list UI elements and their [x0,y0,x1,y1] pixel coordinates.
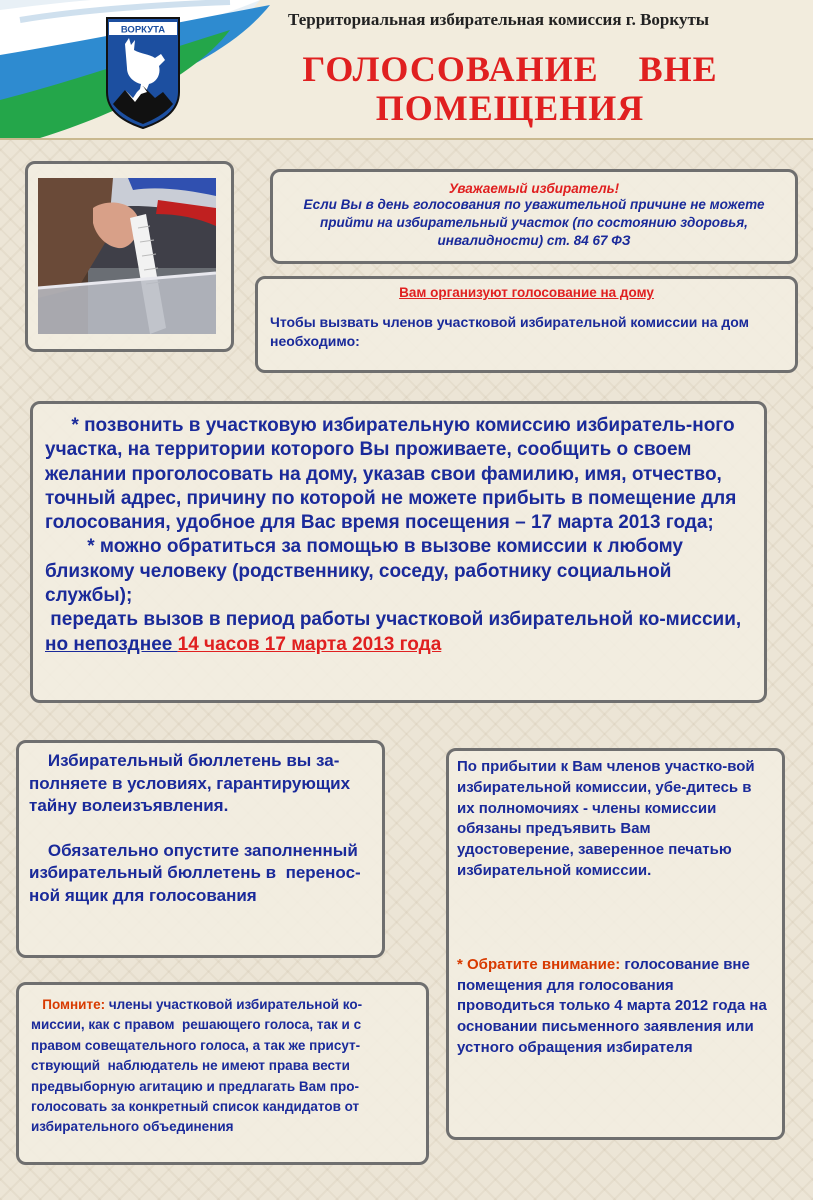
page-title-line2: ПОМЕЩЕНИЯ [375,88,645,128]
instructions-box [30,401,767,703]
deadline-not-later: но непозднее [45,633,178,655]
ballot-secrecy-text: Избирательный бюллетень вы за-полняете в условиях, гарантирующих тайну волеизъявления. [29,751,355,815]
remember-box [16,982,429,1165]
attention-lead: * Обратите внимание: [457,955,621,973]
dear-voter-box [270,169,798,264]
attention-text [457,955,770,1059]
page-title [280,50,740,128]
header [0,0,813,140]
emblem-label: ВОРКУТА [120,24,166,36]
instruction-call-commission: * позвонить в участковую избирательную комиссию избиратель-ного участка, на территории которого Вы проживаете, сообщить о своем желании проголосовать на дому, указав свои фамилию, имя, отчество, точный адрес, причину по которой не можете прибыть в помещение для голосования, удобное для Вас время посещения – 17 марта 2013 года; [45,415,742,534]
instruction-deadline [45,608,750,657]
deadline-lead: передать вызов в период работы участковой избирательной ко-миссии, [45,609,747,631]
home-voting-box [255,276,798,373]
organization-title: Территориальная избирательная комиссия г. Воркуты [288,10,710,29]
home-voting-text: Чтобы вызвать членов участковой избирательной комиссии на дом необходимо: [270,314,749,349]
ballot-box-photo [38,178,216,334]
home-voting-title: Вам организуют голосование на дому [399,285,654,300]
dear-voter-text: Если Вы в день голосования по уважительной причине не можете прийти на избирательный участок (по состоянию здоровья, инвалидности) ст. 84 67 ФЗ [303,197,765,248]
remember-lead: Помните: [31,997,106,1012]
remember-body: члены участковой избирательной ко-миссии, как с правом решающего голоса, так и с правом совещательного голоса, а так же присут-ствующий наблюдатель не имеют права вести предвыборную агитацию и предлагать Вам про-голосовать за конкретный список кандидатов от избирательного объединения [31,997,365,1135]
remember-text [31,995,414,1138]
deadline-time: 14 часов 17 марта 2013 года [177,633,442,655]
arrival-box [446,748,785,1140]
dear-voter-title: Уважаемый избиратель! [448,181,620,196]
ballot-drop-text: Обязательно опустите заполненный избирательный бюллетень в перенос-ной ящик для голосования [29,840,363,905]
page-title-line1: ГОЛОСОВАНИЕ ВНЕ [302,49,718,89]
attention-body: голосование вне помещения для голосования проводиться только 4 марта 2012 года на основании письменного заявления или устного обращения избирателя [457,955,767,1056]
instruction-ask-relative: * можно обратиться за помощью в вызове комиссии к любому близкому человеку (родственнику, соседу, работнику социальной службы); [45,536,689,607]
ballot-box [16,740,385,958]
coat-of-arms-icon [103,14,183,132]
arrival-text: По прибытии к Вам членов участко-вой избирательной комиссии, убе-дитесь в их полномочиях - члены комиссии обязаны предъявить Вам удостоверение, заверенное печатью избирательной комиссии. [457,758,755,879]
